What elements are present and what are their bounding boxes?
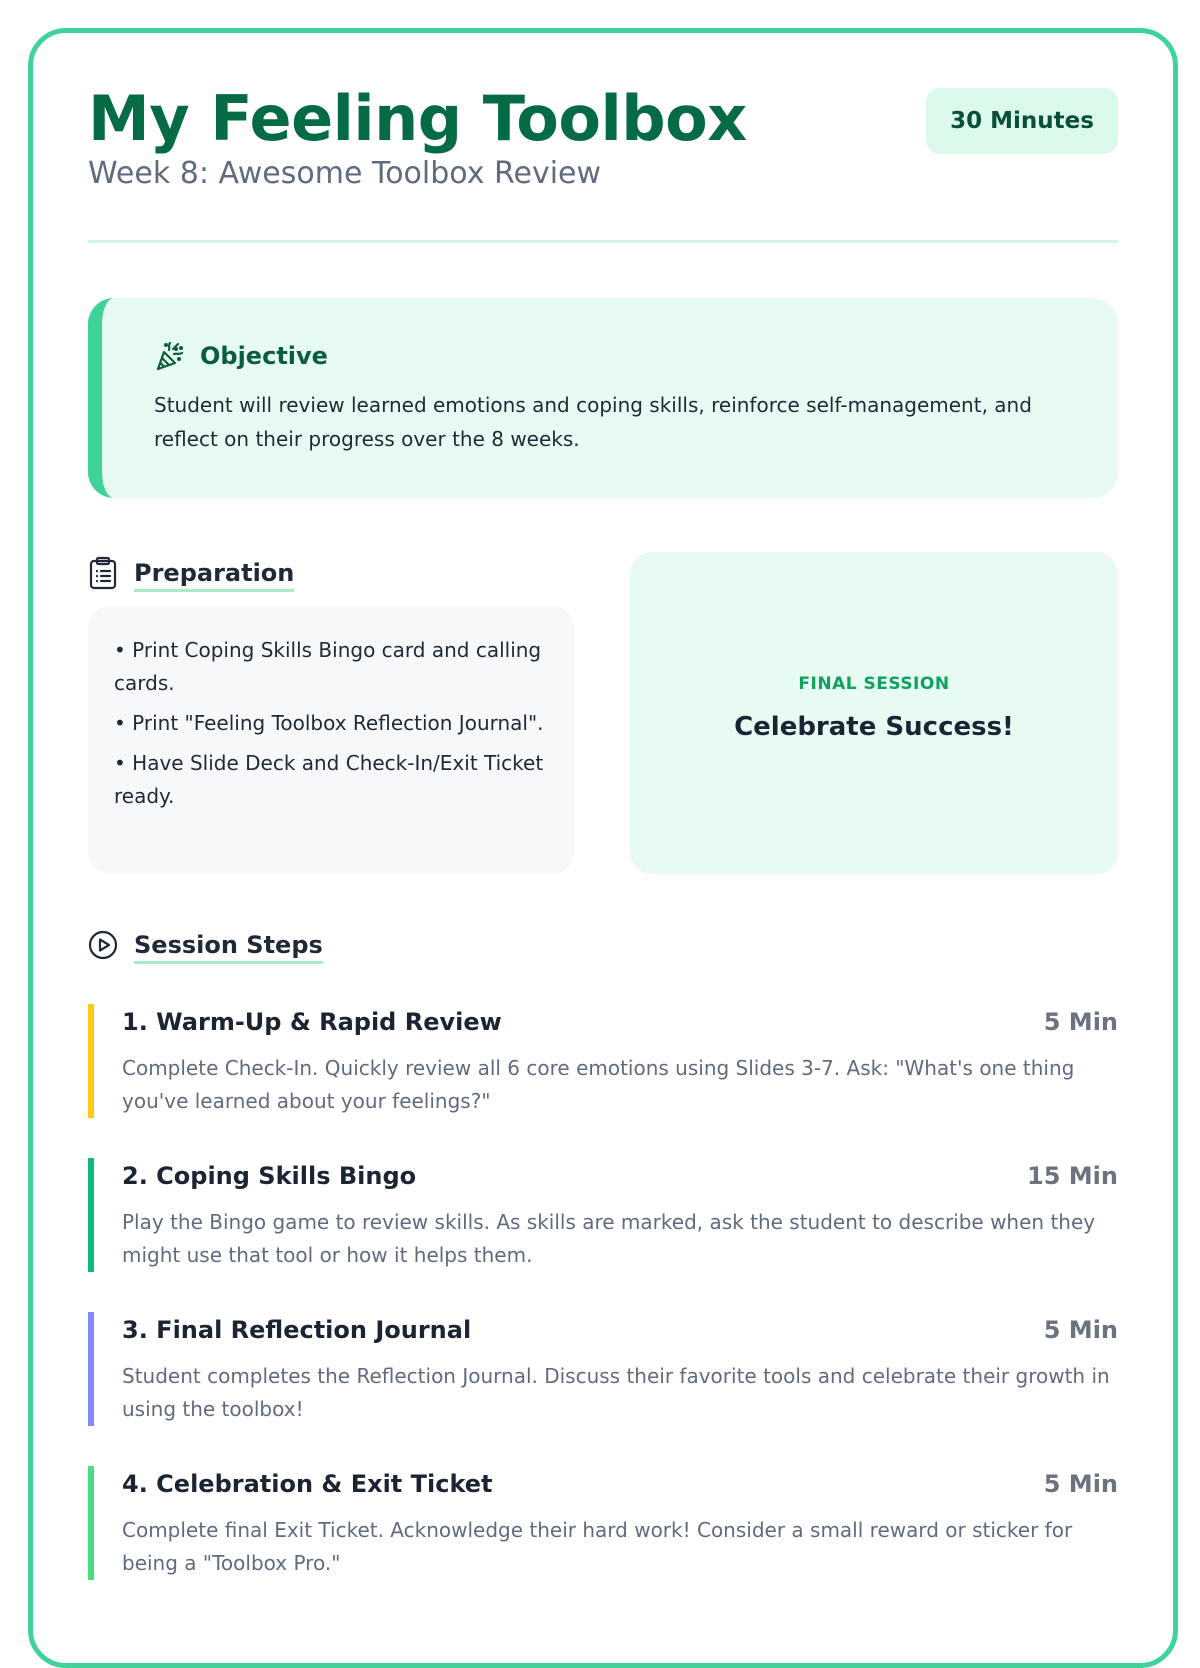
final-session-callout <box>630 552 1118 874</box>
objective-panel <box>88 298 1118 498</box>
step-title: 3. Final Reflection Journal <box>122 1316 472 1344</box>
step-description: Complete Check-In. Quickly review all 6 core emotions using Slides 3-7. Ask: "What's one thing you've learned about your feelings?" <box>122 1056 1075 1113</box>
play-circle-icon <box>88 930 118 964</box>
session-steps-header <box>88 930 323 964</box>
step-title: 1. Warm-Up & Rapid Review <box>122 1008 502 1036</box>
list-item: • Print Coping Skills Bingo card and calling cards. <box>114 638 542 695</box>
step-description: Complete final Exit Ticket. Acknowledge their hard work! Consider a small reward or sticker for being a "Toolbox Pro." <box>122 1518 1073 1575</box>
step-title: 2. Coping Skills Bingo <box>122 1162 417 1190</box>
preparation-list <box>88 606 574 874</box>
session-kicker: FINAL SESSION <box>798 674 950 694</box>
page-subtitle: Week 8: Awesome Toolbox Review <box>88 156 602 191</box>
step-duration: 5 Min <box>1043 1008 1118 1036</box>
party-popper-icon <box>154 340 186 372</box>
session-message: Celebrate Success! <box>734 712 1014 742</box>
list-item: • Print "Feeling Toolbox Reflection Journal". <box>114 711 544 735</box>
page-title: My Feeling Toolbox <box>88 82 747 155</box>
step-duration: 5 Min <box>1043 1316 1118 1344</box>
objective-text: Student will review learned emotions and coping skills, reinforce self-management, and reflect on their progress over the 8 weeks. <box>154 393 1032 451</box>
objective-header <box>154 340 328 372</box>
clipboard-list-icon <box>88 556 118 594</box>
list-item: • Have Slide Deck and Check-In/Exit Ticket ready. <box>114 751 544 808</box>
preparation-heading: Preparation <box>134 558 294 592</box>
duration-badge: 30 Minutes <box>926 88 1118 154</box>
step-3 <box>88 1312 1118 1426</box>
step-title: 4. Celebration & Exit Ticket <box>122 1470 493 1498</box>
preparation-header <box>88 556 294 594</box>
step-description: Play the Bingo game to review skills. As skills are marked, ask the student to describe when they might use that tool or how it helps them. <box>122 1210 1096 1267</box>
step-1 <box>88 1004 1118 1118</box>
step-duration: 15 Min <box>1027 1162 1118 1190</box>
step-duration: 5 Min <box>1043 1470 1118 1498</box>
header-divider <box>88 240 1118 243</box>
step-2 <box>88 1158 1118 1272</box>
step-4 <box>88 1466 1118 1580</box>
step-description: Student completes the Reflection Journal. Discuss their favorite tools and celebrate their growth in using the toolbox! <box>122 1364 1110 1421</box>
objective-heading: Objective <box>200 342 328 370</box>
session-steps-heading: Session Steps <box>134 930 323 964</box>
